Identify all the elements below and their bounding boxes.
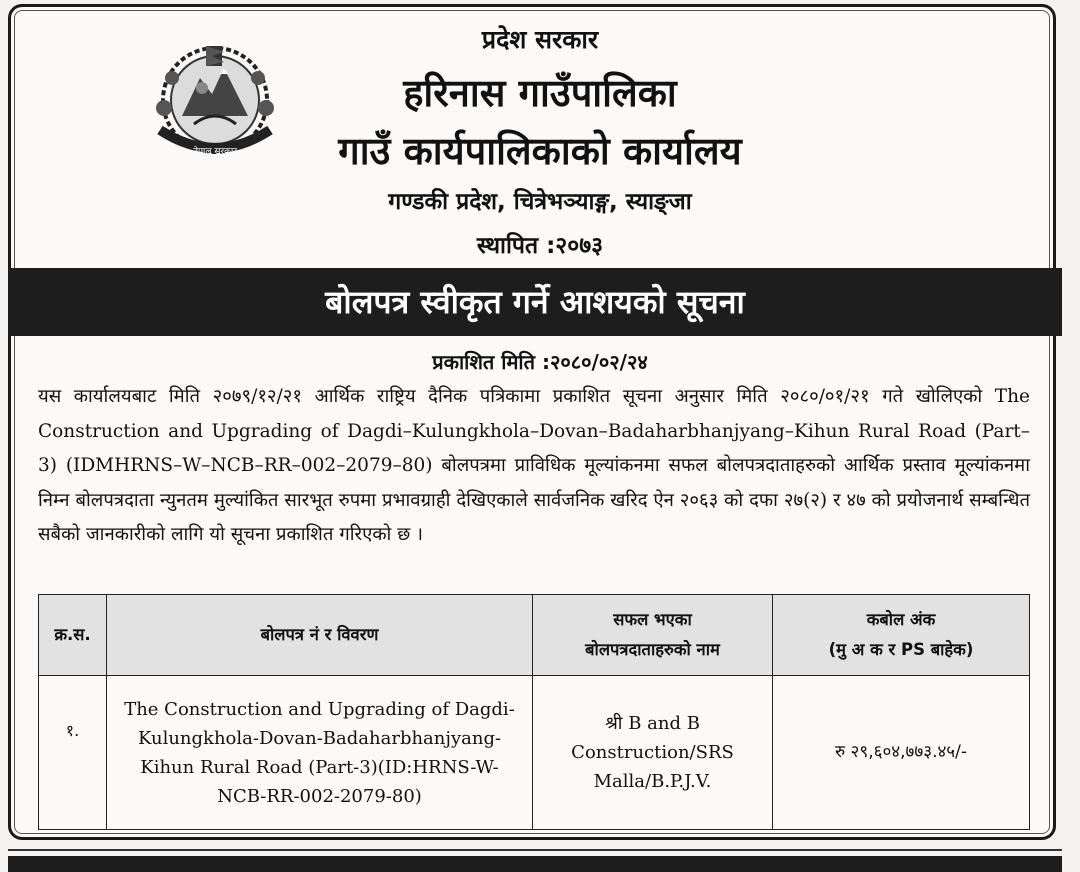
next-notice-banner-edge bbox=[8, 856, 1062, 872]
table-header-row bbox=[39, 595, 1030, 676]
header-bidder bbox=[533, 595, 773, 676]
row-sn: १. bbox=[39, 676, 107, 830]
table-row bbox=[39, 676, 1030, 830]
row-bid: The Construction and Upgrading of Dagdi-Kulungkhola-Dovan-Badaharbhanjyang-Kihun Rural Road (Part-3)(ID:HRNS-W-NCB-RR-002-2079-80) bbox=[107, 676, 533, 830]
header-line-established: स्थापित :२०७३ bbox=[476, 233, 604, 259]
award-table bbox=[38, 594, 1030, 830]
header-amount-line1: कबोल अंक bbox=[866, 610, 936, 629]
row-amount: रु २९,६०४,७७३.४५/- bbox=[773, 676, 1030, 830]
divider bbox=[8, 849, 1062, 851]
header-bidder-line1: सफल भएका bbox=[613, 610, 692, 629]
header-line-office: गाउँ कार्यपालिकाको कार्यालय bbox=[338, 129, 742, 173]
header-amount-line2: (मु अ क र PS बाहेक) bbox=[828, 640, 974, 659]
header-sn: क्र.स. bbox=[39, 595, 107, 676]
header-bidder-line2: बोलपत्रदाताहरुको नाम bbox=[585, 640, 720, 659]
notice-title-banner: बोलपत्र स्वीकृत गर्ने आशयको सूचना bbox=[8, 268, 1062, 336]
header-bid: बोलपत्र नं र विवरण bbox=[107, 595, 533, 676]
notice-body: यस कार्यालयबाट मिति २०७९/१२/२१ आर्थिक राष्ट्रिय दैनिक पत्रिकामा प्रकाशित सूचना अनुसार मिति २०८०/०१/२१ गते खोलिएको The Construction and Upgrading of Dagdi–Kulungkhola–Dovan–Badaharbhanjyang–Kihun Rural Road (Part–3) (IDMHRNS–W–NCB–RR–002–2079–80) बोलपत्रमा प्राविधिक मूल्यांकनमा सफल बोलपत्रदाताहरुको आर्थिक प्रस्ताव मूल्यांकनमा निम्न बोलपत्रदाता न्युनतम मुल्यांकित सारभूत रुपमा प्रभावग्राही देखिएकाले सार्वजनिक खरिद ऐन २०६३ को दफा २७(२) र ४७ को प्रयोजनार्थ सम्बन्धित सबैको जानकारीको लागि यो सूचना प्रकाशित गरिएको छ । bbox=[38, 386, 1030, 545]
emblem-text: नेपाल सरकार bbox=[192, 147, 238, 157]
published-date: प्रकाशित मिति :२०८०/०२/२४ bbox=[432, 350, 648, 374]
header-line-province: प्रदेश सरकार bbox=[481, 25, 599, 54]
header-line-address: गण्डकी प्रदेश, चित्रेभञ्याङ्ग, स्याङ्जा bbox=[388, 189, 692, 215]
header-amount bbox=[773, 595, 1030, 676]
header-line-municipality: हरिनास गाउँपालिका bbox=[403, 71, 677, 115]
row-bidder: श्री B and B Construction/SRS Malla/B.P.J.V. bbox=[533, 676, 773, 830]
